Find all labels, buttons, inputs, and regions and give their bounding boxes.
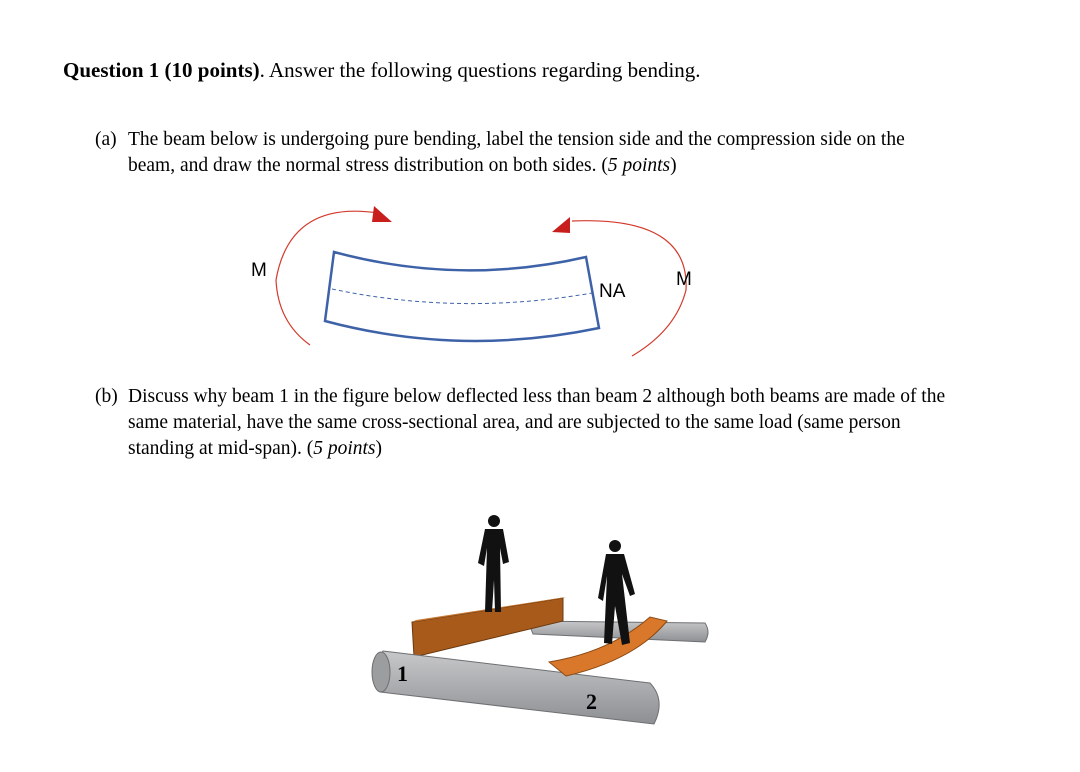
part-a xyxy=(95,127,995,183)
question-number: Question 1 xyxy=(63,58,160,82)
front-support-end xyxy=(372,652,390,692)
part-b-line-2: same material, have the same cross-sectional area, and are subjected to the same load (same person xyxy=(128,412,901,433)
moment-label-right: M xyxy=(676,269,692,290)
part-b-line-3: standing at mid-span). (5 points) xyxy=(128,438,383,459)
part-a-points: 5 points xyxy=(607,155,671,176)
part-a-label: (a) xyxy=(95,129,117,150)
question-points: (10 points) xyxy=(164,58,260,82)
question-prompt: . Answer the following questions regarding bending. xyxy=(259,58,701,82)
part-b-text xyxy=(128,384,945,462)
part-a-line-2: beam, and draw the normal stress distribution on both sides. (5 points) xyxy=(128,155,677,176)
part-a-line-1: The beam below is undergoing pure bending, label the tension side and the compression side on the xyxy=(128,129,905,150)
moment-label-left: M xyxy=(251,260,267,281)
front-support xyxy=(375,651,659,724)
part-a-text xyxy=(128,127,905,179)
person-on-beam-1 xyxy=(478,515,509,612)
question-heading xyxy=(63,58,701,83)
part-b-points: 5 points xyxy=(313,438,376,459)
part-b xyxy=(95,384,1055,466)
part-b-label: (b) xyxy=(95,386,118,407)
right-moment-arrowhead xyxy=(552,217,570,233)
beam-comparison-figure xyxy=(360,505,720,735)
beam-1-label: 1 xyxy=(397,661,408,686)
part-b-line-1: Discuss why beam 1 in the figure below deflected less than beam 2 although both beams are made of the xyxy=(128,386,946,407)
beam-2-label: 2 xyxy=(586,689,597,714)
neutral-axis-label: NA xyxy=(599,281,626,302)
pure-bending-figure xyxy=(240,200,720,370)
beam-outline xyxy=(325,252,599,341)
left-moment-arrowhead xyxy=(372,206,392,222)
